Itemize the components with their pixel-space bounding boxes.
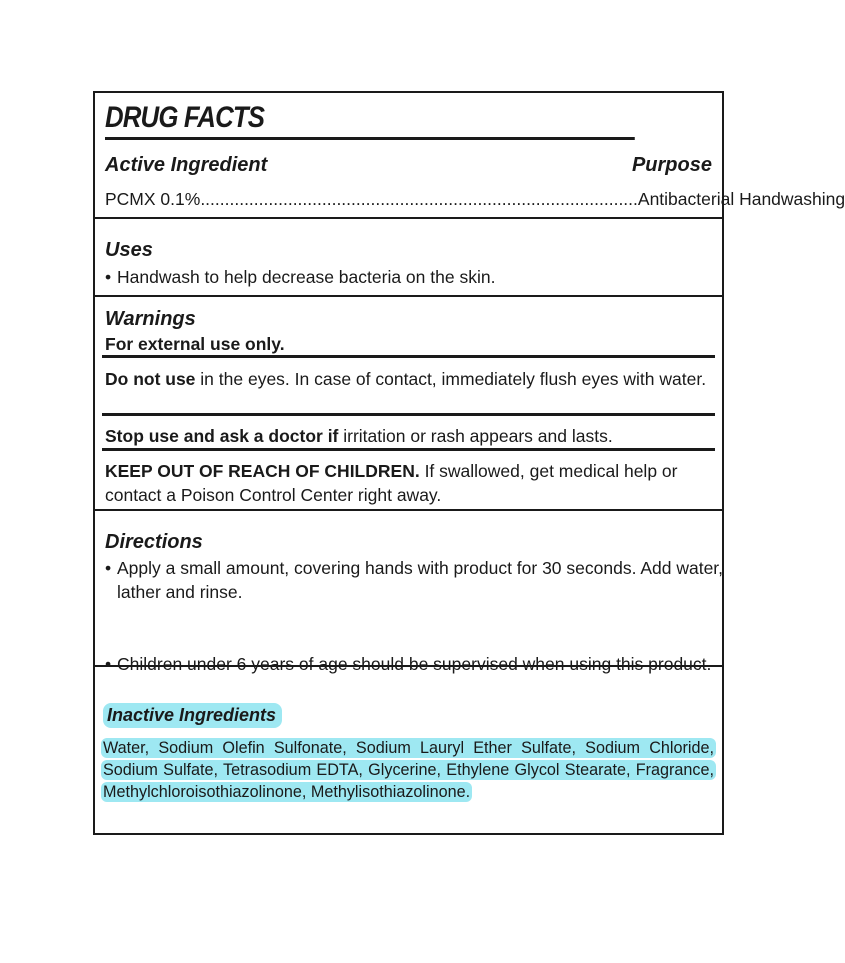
leader-dots: .......................................................................................... [200,189,638,209]
directions-section [95,511,724,674]
active-ingredient-heading: Active Ingredient [105,154,268,176]
warnings-section [95,297,722,511]
warnings-heading: Warnings [105,308,196,330]
uses-item-text: Handwash to help decrease bacteria on the skin. [117,267,496,287]
do-not-use-text [105,367,712,391]
keep-out-text [105,459,712,507]
stop-use-text [105,424,712,448]
uses-item [105,265,732,289]
active-ingredient-row [105,187,845,211]
uses-section [95,219,722,297]
inactive-ingredients-list: Water, Sodium Olefin Sulfonate, Sodium Lauryl Ether Sulfate, Sodium Chloride, Sodium Sulfate, Tetrasodium EDTA, Glycerine, Ethylene Glycol Stearate, Fragrance, Methylchloroisothiazolinone, Methylisothiazolinone. [103,739,714,801]
active-header-row [105,154,712,177]
do-not-use-body: in the eyes. In case of contact, immediately flush eyes with water. [195,369,707,389]
inactive-heading: Inactive Ingredients [103,703,282,728]
drug-facts-panel [93,91,845,835]
active-ingredient-name: PCMX 0.1% [105,189,201,209]
active-ingredient-purpose: Antibacterial Handwashing [637,189,845,209]
purpose-heading: Purpose [631,154,712,176]
do-not-use-label: Do not use [105,369,196,389]
drug-facts-title: DRUG FACTS [105,101,635,140]
stop-use-label: Stop use and ask a doctor if [105,426,339,446]
directions-item [105,556,732,604]
warnings-divider [102,355,715,358]
bullet-icon: • [105,558,112,578]
stop-use-body: irritation or rash appears and lasts. [338,426,613,446]
warnings-divider [102,448,715,451]
keep-out-body: If swallowed, get medical help or contact a Poison Control Center right away. [105,461,678,505]
directions-item-text: Children under 6 years of age should be supervised when using this product. [117,654,712,674]
directions-item-text: Apply a small amount, covering hands with product for 30 seconds. Add water, lather and rinse. [117,558,724,602]
bullet-icon: • [105,654,112,674]
uses-heading: Uses [105,239,153,261]
bullet-icon: • [105,267,112,287]
inactive-ingredients-text [101,737,716,803]
inactive-section [95,667,722,833]
warnings-divider [102,413,715,416]
directions-heading: Directions [105,531,203,553]
external-use-text: For external use only. [105,334,285,354]
active-ingredient-section [95,93,845,219]
keep-out-label: KEEP OUT OF REACH OF CHILDREN. [105,461,420,481]
